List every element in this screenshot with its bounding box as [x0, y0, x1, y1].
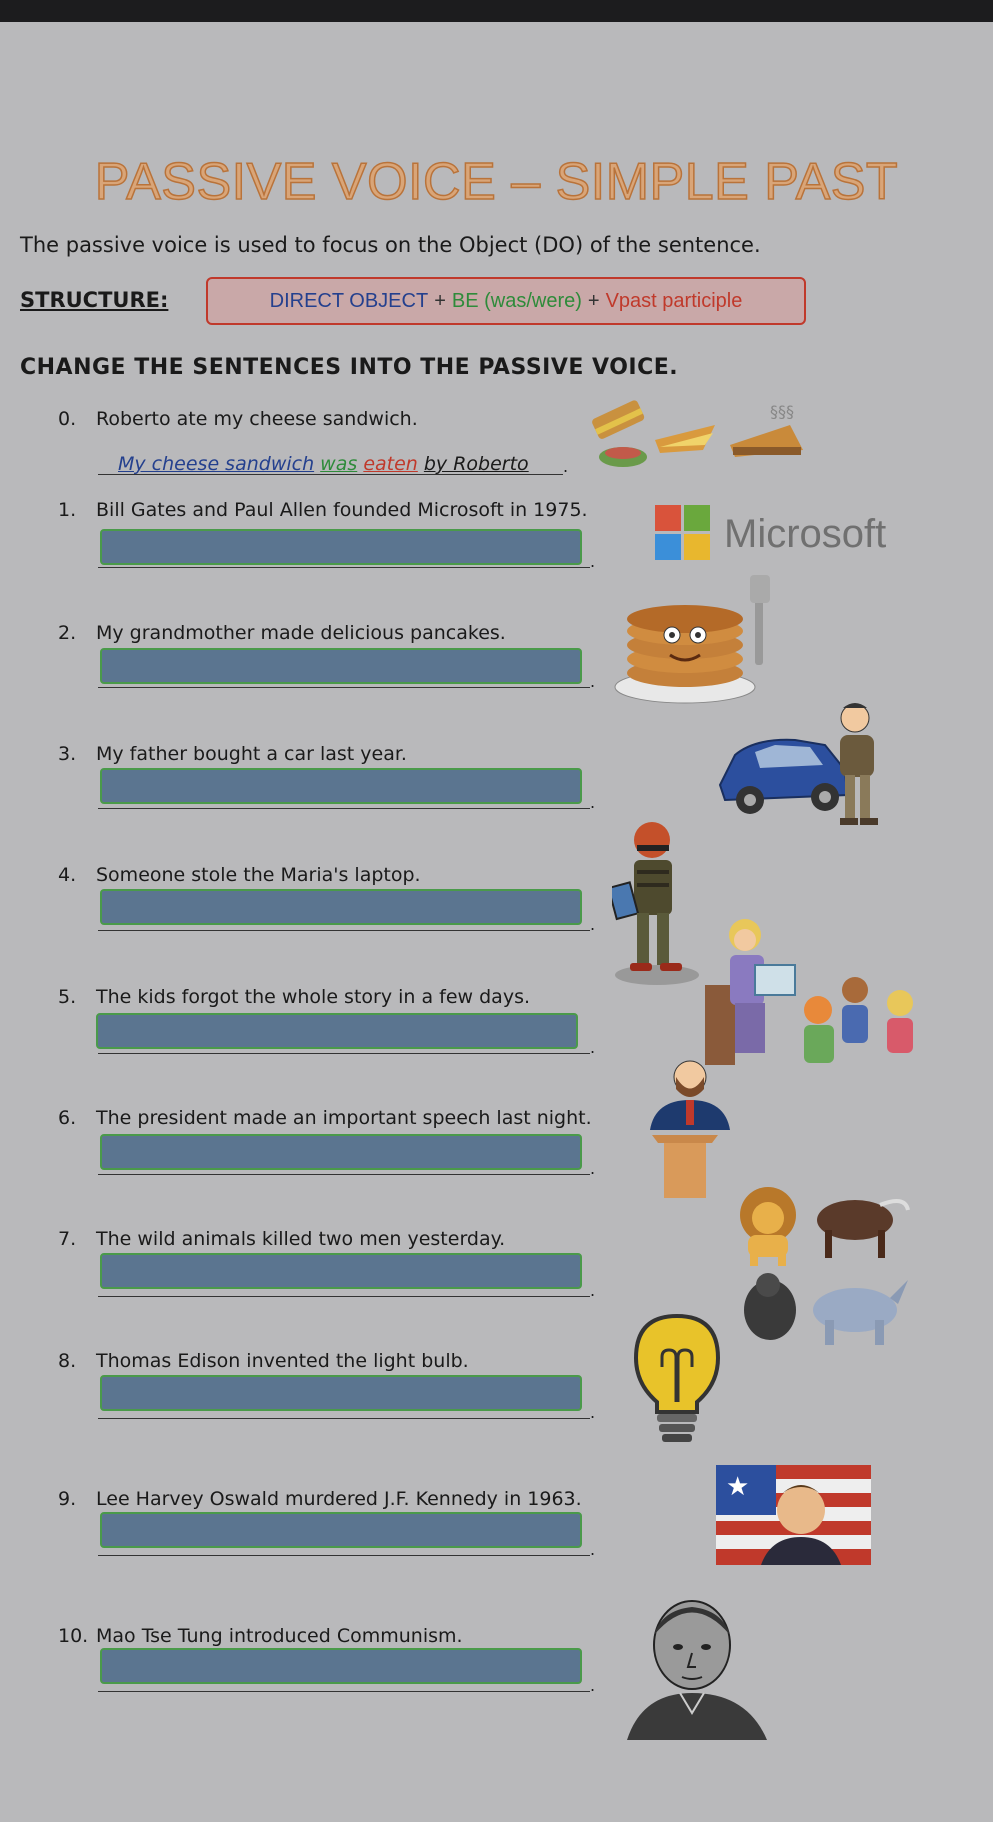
sandwich-icon: [585, 395, 810, 475]
mao-portrait-icon: [622, 1595, 772, 1740]
question-1: 1. Bill Gates and Paul Allen founded Microsoft in 1975.: [58, 499, 588, 521]
answer-box-7[interactable]: [100, 1253, 582, 1289]
structure-vpast: Vpast participle: [605, 289, 743, 312]
question-8: 8. Thomas Edison invented the light bulb.: [58, 1350, 469, 1372]
question-9: 9. Lee Harvey Oswald murdered J.F. Kennedy in 1963.: [58, 1488, 582, 1510]
structure-plus: +: [434, 289, 446, 312]
example-sentence: 0. Roberto ate my cheese sandwich.: [58, 408, 418, 430]
intro-text: The passive voice is used to focus on the Object (DO) of the sentence.: [20, 233, 761, 257]
answer-box-10[interactable]: [100, 1648, 582, 1684]
thief-icon: [612, 815, 707, 990]
question-7: 7. The wild animals killed two men yesterday.: [58, 1228, 506, 1250]
car-and-father-icon: [715, 690, 900, 840]
wild-animals-icon: [730, 1180, 910, 1350]
question-3: 3. My father bought a car last year.: [58, 743, 407, 765]
kennedy-flag-icon: [716, 1465, 871, 1565]
question-10: 10. Mao Tse Tung introduced Communism.: [58, 1625, 463, 1647]
svg-text:§§§: §§§: [770, 402, 794, 421]
president-speech-icon: [640, 1055, 730, 1205]
structure-box: [206, 277, 806, 325]
answer-box-2[interactable]: [100, 648, 582, 684]
answer-box-5[interactable]: [96, 1013, 578, 1049]
answer-box-3[interactable]: [100, 768, 582, 804]
answer-box-4[interactable]: [100, 889, 582, 925]
answer-box-1[interactable]: [100, 529, 582, 565]
page-title: PASSIVE VOICE – SIMPLE PAST: [94, 153, 899, 211]
instruction-heading: CHANGE THE SENTENCES INTO THE PASSIVE VOICE.: [20, 355, 679, 380]
structure-plus: +: [587, 289, 600, 312]
answer-box-6[interactable]: [100, 1134, 582, 1170]
structure-label: STRUCTURE:: [20, 288, 169, 312]
light-bulb-icon: [632, 1312, 722, 1452]
storytelling-icon: [700, 915, 935, 1080]
question-5: 5. The kids forgot the whole story in a few days.: [58, 986, 531, 1008]
example-answer: My cheese sandwich was eaten by Roberto: [118, 453, 529, 475]
answer-box-8[interactable]: [100, 1375, 582, 1411]
microsoft-wordmark: Microsoft: [724, 512, 887, 556]
question-2: 2. My grandmother made delicious pancakes.: [58, 622, 506, 644]
svg-text:★: ★: [726, 1472, 750, 1502]
microsoft-logo: [655, 505, 711, 561]
question-6: 6. The president made an important speech last night.: [58, 1107, 592, 1129]
answer-box-9[interactable]: [100, 1512, 582, 1548]
question-4: 4. Someone stole the Maria's laptop.: [58, 864, 421, 886]
structure-direct-object: DIRECT OBJECT: [269, 289, 429, 312]
top-status-bar: [0, 0, 993, 22]
structure-be: BE (was/were): [451, 289, 582, 312]
